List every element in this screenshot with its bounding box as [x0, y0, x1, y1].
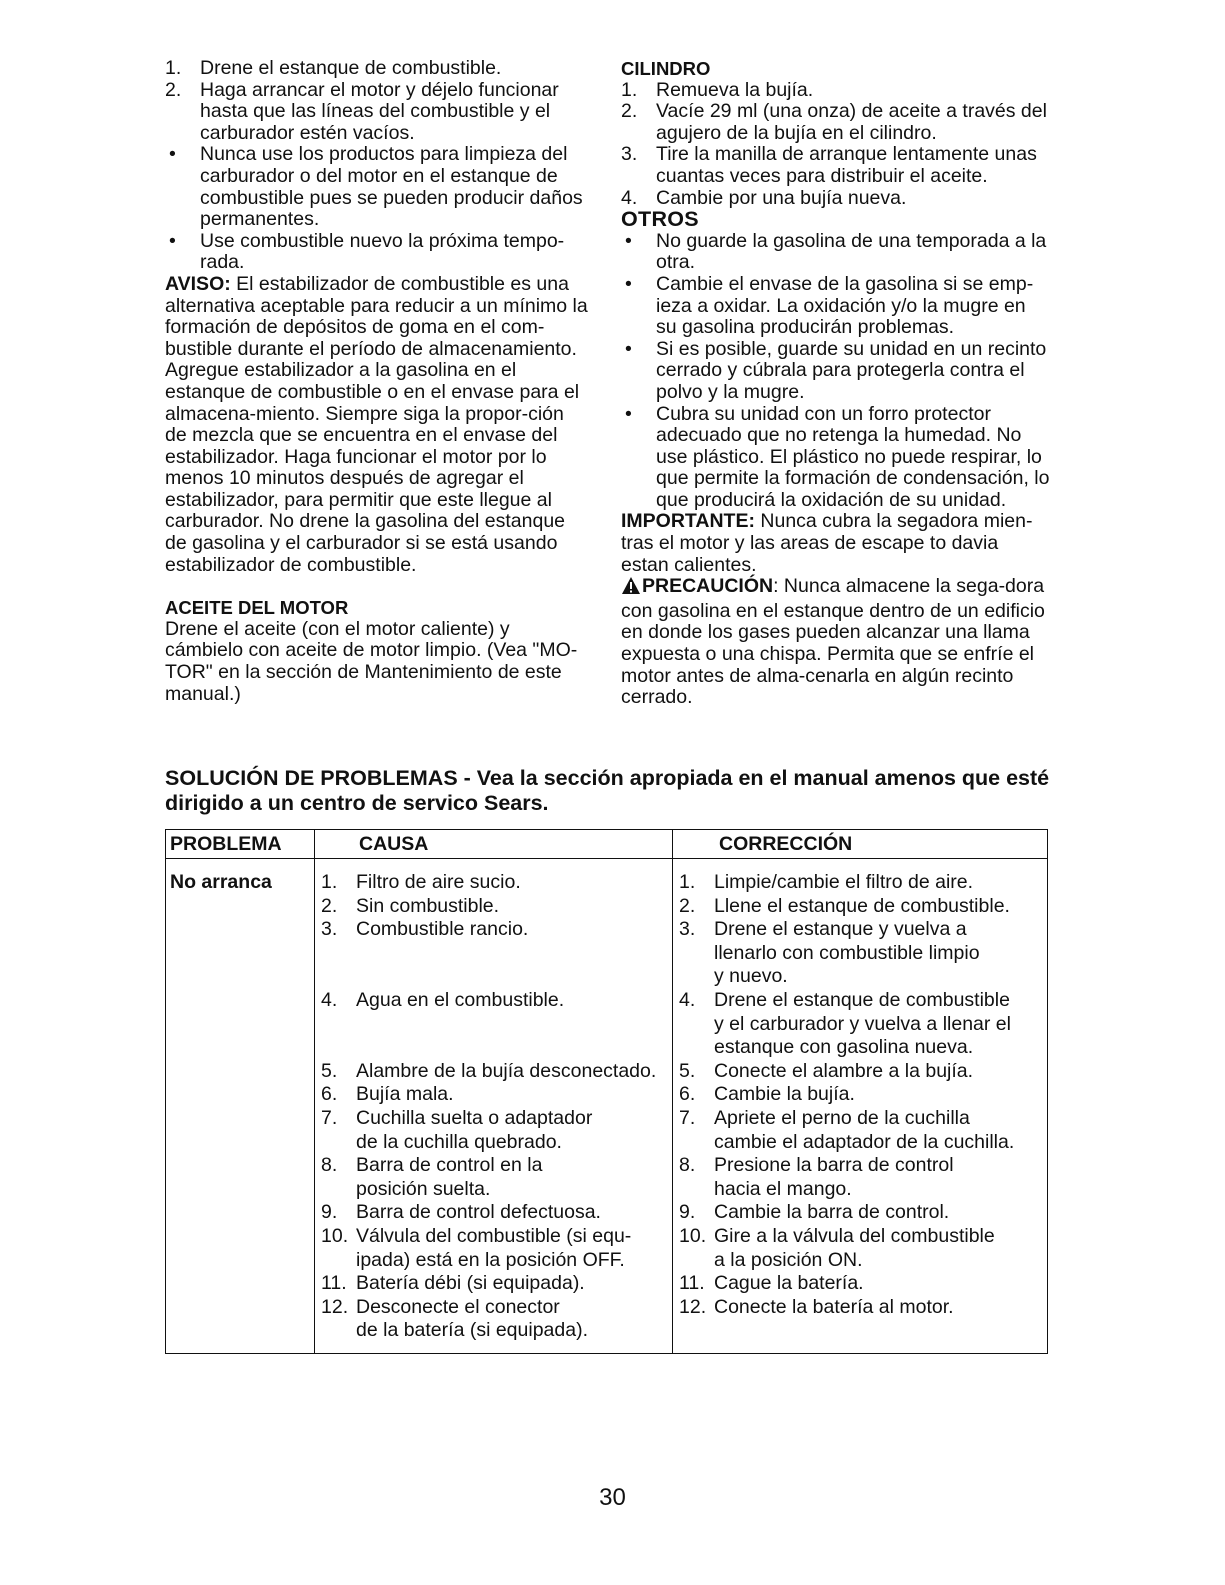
fuel-bullets-list	[165, 144, 590, 274]
header-divider	[166, 858, 1047, 859]
item-line	[356, 965, 671, 989]
item-line: Combustible rancio.	[356, 918, 529, 941]
list-item	[165, 58, 590, 80]
item-line: de la cuchilla quebrado.	[356, 1130, 562, 1153]
list-item	[621, 144, 1051, 187]
item-line	[356, 942, 671, 966]
step-text: Cambie por una bujía nueva.	[656, 186, 907, 209]
item-line: Cuchilla suelta o adaptador	[356, 1106, 593, 1129]
item-number: 3.	[679, 918, 696, 941]
step-text: Vacíe 29 ml (una onza) de aceite a través del agujero de la bujía en el cilindro.	[656, 100, 1047, 144]
item-number: 9.	[679, 1201, 696, 1224]
item-line: y el carburador y vuelva a llenar el	[714, 1012, 1011, 1035]
cause-item	[321, 1060, 671, 1084]
correction-item	[679, 1060, 1044, 1084]
item-number: 10.	[321, 1224, 349, 1247]
page-number: 30	[599, 1484, 626, 1511]
item-line: Cambie la bujía.	[714, 1083, 855, 1106]
item-line: Alambre de la bujía desconectado.	[356, 1059, 657, 1082]
correction-item	[679, 895, 1044, 919]
step-number: 1.	[621, 78, 638, 101]
step-text: Remueva la bujía.	[656, 78, 814, 101]
column-divider	[314, 830, 315, 1353]
correction-item	[679, 918, 1044, 989]
item-number: 3.	[321, 918, 338, 941]
item-line: llenarlo con combustible limpio	[714, 941, 980, 964]
step-text: Haga arrancar el motor y déjelo funcionar hasta que las líneas del combustible y el carburador estén vacíos.	[200, 78, 559, 144]
item-line: Agua en el combustible.	[356, 988, 565, 1011]
item-number: 5.	[679, 1059, 696, 1082]
item-number: 10.	[679, 1224, 707, 1247]
step-number: 1.	[165, 57, 182, 79]
item-number: 12.	[321, 1295, 349, 1318]
list-item: • Cambie el envase de la gasolina si se emp-ieza a oxidar. La oxidación y/o la mugre en su gasolina producirán problemas.	[621, 274, 1051, 339]
precaucion-text: : Nunca almacene la sega-dora con gasolina en el estanque dentro de un edificio en donde los gases pueden alcanzar una llama expuesta o una chispa. Permita que se enfríe el motor antes de alma-cenarla en algún recinto cerrado.	[621, 575, 1045, 709]
item-line: Conecte la batería al motor.	[714, 1295, 954, 1318]
left-column	[165, 58, 590, 705]
header-correction: CORRECCIÓN	[719, 833, 853, 855]
spacer	[165, 576, 590, 597]
item-number: 4.	[321, 988, 338, 1011]
item-line: y nuevo.	[714, 965, 788, 988]
item-number: 2.	[321, 894, 338, 917]
aceite-heading: ACEITE DEL MOTOR	[165, 597, 349, 619]
item-line: Cambie la barra de control.	[714, 1201, 950, 1224]
header-problem: PROBLEMA	[170, 833, 282, 855]
correction-item	[679, 1225, 1044, 1272]
header-cause: CAUSA	[359, 833, 429, 855]
item-line	[356, 1036, 671, 1060]
item-number: 12.	[679, 1295, 707, 1318]
list-item	[621, 188, 1051, 210]
item-line: cambie el adaptador de la cuchilla.	[714, 1130, 1015, 1153]
list-item	[165, 80, 590, 145]
correction-item	[679, 871, 1044, 895]
importante-label: IMPORTANTE:	[621, 510, 755, 533]
warning-triangle-icon	[621, 576, 641, 601]
correction-item	[679, 1083, 1044, 1107]
importante-paragraph	[621, 511, 1051, 576]
list-item: • Cubra su unidad con un forro protector adecuado que no retenga la humedad. No use plástico. El plástico no puede respirar, lo que permite la formación de condensación, lo que producirá la oxidación de su unidad.	[621, 404, 1051, 512]
item-number: 1.	[679, 871, 696, 893]
cause-item	[321, 1107, 671, 1154]
item-number: 11.	[321, 1272, 347, 1295]
cause-item	[321, 1154, 671, 1201]
cause-item	[321, 1272, 671, 1296]
aceite-paragraph: Drene el aceite (con el motor caliente) y cámbielo con aceite de motor limpio. (Vea "MO-TOR" en la sección de Mantenimiento de este manual.)	[165, 617, 578, 705]
item-number: 7.	[679, 1106, 696, 1129]
list-item	[621, 101, 1051, 144]
item-line: a la posición ON.	[714, 1248, 863, 1271]
cause-item	[321, 895, 671, 919]
item-number: 9.	[321, 1201, 338, 1224]
step-number: 3.	[621, 143, 638, 166]
list-item: • Nunca use los productos para limpieza del carburador o del motor en el estanque de combustible pues se pueden producir daños permanentes.	[165, 144, 590, 230]
item-number: 11.	[679, 1272, 705, 1295]
importante-text: Nunca cubra la segadora mien-tras el motor y las areas de escape to davia estan calientes.	[621, 510, 1033, 576]
item-line: Gire a la válvula del combustible	[714, 1224, 995, 1247]
troubleshooting-table	[165, 829, 1048, 1354]
item-line: Filtro de aire sucio.	[356, 871, 521, 893]
item-line: Limpie/cambie el filtro de aire.	[714, 871, 974, 893]
step-number: 4.	[621, 186, 638, 209]
item-line: Conecte el alambre a la bujía.	[714, 1059, 974, 1082]
item-number: 5.	[321, 1059, 338, 1082]
correction-item	[679, 1296, 1044, 1320]
item-line: ipada) está en la posición OFF.	[356, 1248, 625, 1271]
step-text: Drene el estanque de combustible.	[200, 57, 502, 79]
cilindro-heading: CILINDRO	[621, 58, 711, 79]
cause-item	[321, 989, 671, 1060]
problem-cell: No arranca	[170, 871, 272, 893]
drain-steps-list	[165, 58, 590, 144]
precaucion-paragraph	[621, 576, 1051, 709]
item-number: 6.	[679, 1083, 696, 1106]
aviso-label: AVISO:	[165, 272, 231, 295]
item-line: Barra de control en la	[356, 1154, 543, 1177]
item-number: 1.	[321, 871, 338, 893]
list-item: • Si es posible, guarde su unidad en un recinto cerrado y cúbrala para protegerla contra el polvo y la mugre.	[621, 339, 1051, 404]
item-number: 6.	[321, 1083, 338, 1106]
item-line	[356, 1013, 671, 1037]
cause-item	[321, 871, 671, 895]
item-line: Llene el estanque de combustible.	[714, 894, 1010, 917]
list-item: • Use combustible nuevo la próxima tempo-rada.	[165, 231, 590, 274]
item-number: 8.	[321, 1154, 338, 1177]
item-line: Batería débi (si equipada).	[356, 1272, 585, 1295]
correction-item	[679, 1107, 1044, 1154]
item-line: Válvula del combustible (si equ-	[356, 1224, 632, 1247]
step-text: Tire la manilla de arranque lentamente unas cuantas veces para distribuir el aceite.	[656, 143, 1037, 187]
item-number: 2.	[679, 894, 696, 917]
item-line: Barra de control defectuosa.	[356, 1201, 601, 1224]
correction-item	[679, 1154, 1044, 1201]
item-line: posición suelta.	[356, 1177, 491, 1200]
correction-item	[679, 989, 1044, 1060]
cause-item	[321, 1225, 671, 1272]
correction-item	[679, 1201, 1044, 1225]
cause-item	[321, 1083, 671, 1107]
step-number: 2.	[621, 100, 638, 123]
list-item	[621, 80, 1051, 102]
item-line: Desconecte el conector	[356, 1295, 560, 1318]
correction-item	[679, 1272, 1044, 1296]
item-line: Presione la barra de control	[714, 1154, 954, 1177]
item-line: de la batería (si equipada).	[356, 1319, 588, 1342]
item-line: hacia el mango.	[714, 1177, 852, 1200]
cause-item	[321, 1201, 671, 1225]
item-number: 7.	[321, 1106, 338, 1129]
item-number: 8.	[679, 1154, 696, 1177]
item-line: estanque con gasolina nueva.	[714, 1036, 974, 1059]
aviso-paragraph	[165, 274, 590, 576]
step-number: 2.	[165, 78, 182, 101]
cause-item	[321, 1296, 671, 1343]
cilindro-steps-list	[621, 80, 1051, 210]
otros-bullets-list	[621, 231, 1051, 512]
otros-heading: OTROS	[621, 207, 699, 232]
item-line: Drene el estanque de combustible	[714, 988, 1010, 1011]
item-line: Sin combustible.	[356, 894, 500, 917]
cause-item	[321, 918, 671, 989]
list-item: • No guarde la gasolina de una temporada a la otra.	[621, 231, 1051, 274]
item-line: Cague la batería.	[714, 1272, 864, 1295]
item-line: Drene el estanque y vuelva a	[714, 918, 967, 941]
item-line: Apriete el perno de la cuchilla	[714, 1106, 970, 1129]
item-number: 4.	[679, 988, 696, 1011]
troubleshooting-title: SOLUCIÓN DE PROBLEMAS - Vea la sección apropiada en el manual amenos que esté dirigido a un centro de servico Sears.	[165, 766, 1050, 815]
column-divider	[672, 830, 673, 1353]
right-column	[621, 58, 1051, 709]
precaucion-label: PRECAUCIÓN	[642, 575, 774, 598]
item-line: Bujía mala.	[356, 1083, 454, 1106]
aviso-text: El estabilizador de combustible es una alternativa aceptable para reducir a un mínimo la formación de depósitos de goma en el com-bustible durante el período de almacenamiento. Agregue estabilizador a la gasolina en el estanque de combustible o en el envase para el almacena-miento. Siempre siga la propor-ción de mezcla que se encuentra en el envase del estabilizador. Haga funcionar el motor por lo menos 10 minutos después de agregar el estabilizador, para permitir que este llegue al carburador. No drene la gasolina del estanque de gasolina y el carburador si se está usando estabilizador de combustible.	[165, 272, 588, 576]
correction-list	[679, 871, 1044, 1319]
cause-list	[321, 871, 671, 1343]
